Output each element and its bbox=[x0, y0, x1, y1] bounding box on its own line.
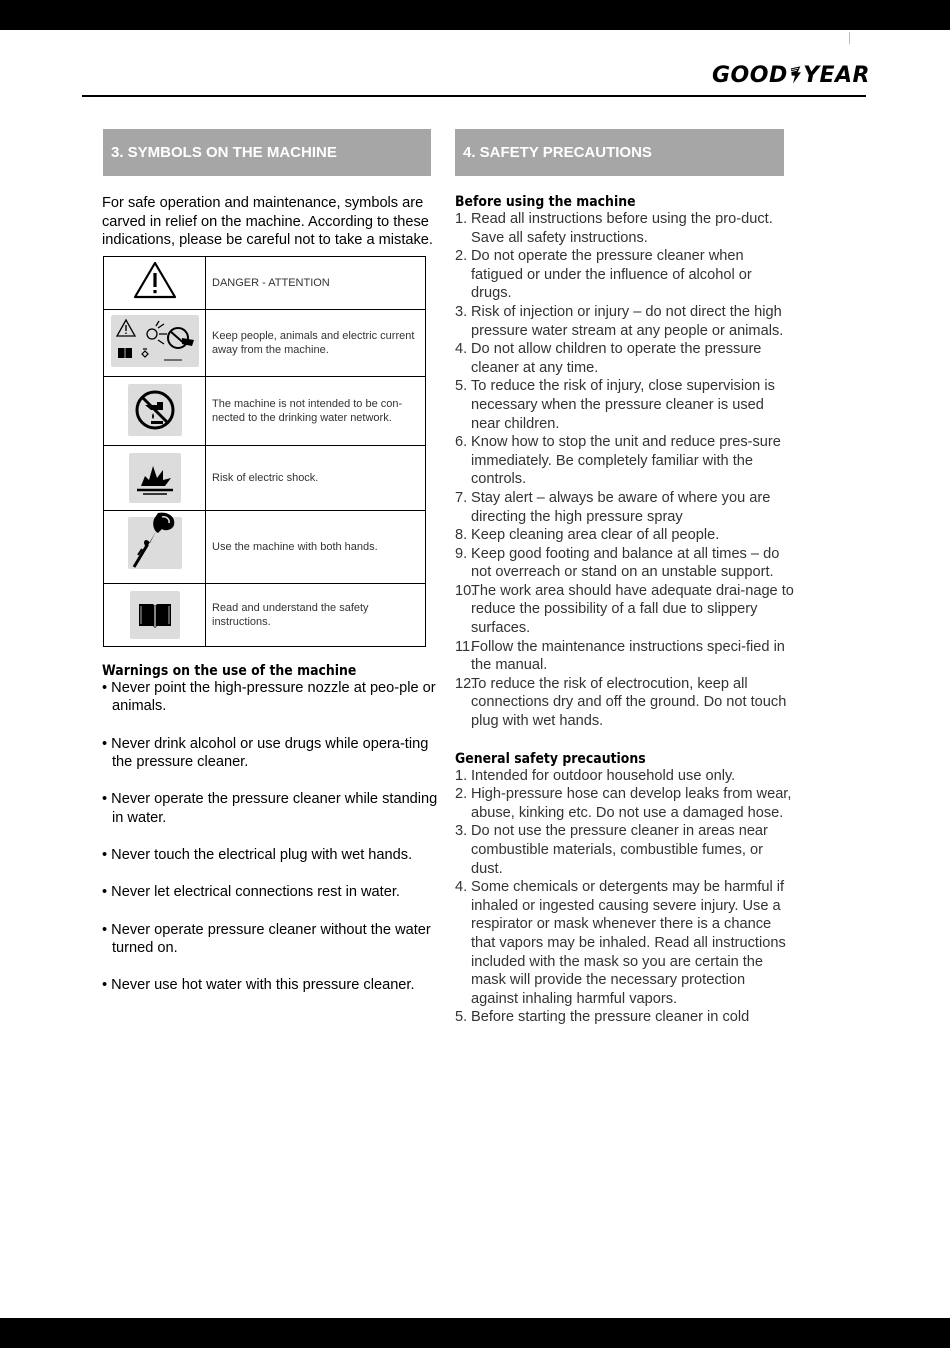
list-item: 7. Stay alert – always be aware of where you are directing the high pressure spray bbox=[455, 489, 771, 525]
list-item: 2. Do not operate the pressure cleaner when fatigued or under the influence of alcohol or drugs. bbox=[455, 248, 752, 302]
list-item: 12. To reduce the risk of electrocution, keep all connections dry and off the ground. Do not touch plug with wet hands. bbox=[455, 675, 787, 730]
list-item: 3. Risk of injection or injury – do not direct the high pressure water stream at any people or animals. bbox=[455, 303, 784, 339]
list-item: 9. Keep good footing and balance at all times – do not overreach or stand on an unstable support. bbox=[455, 545, 780, 581]
top-bar bbox=[0, 0, 950, 30]
symbols-table bbox=[103, 256, 426, 647]
logo-text-right: YEAR bbox=[803, 62, 870, 88]
list-item: 5. Before starting the pressure cleaner in cold bbox=[455, 1009, 750, 1026]
spray-hazard-icon bbox=[112, 316, 198, 366]
left-column bbox=[102, 194, 442, 1013]
symbol-text: DANGER - ATTENTION bbox=[206, 256, 426, 309]
list-item: 8. Keep cleaning area clear of all people. bbox=[455, 527, 720, 544]
both-hands-icon bbox=[128, 509, 182, 571]
general-precautions-list bbox=[455, 767, 795, 1027]
table-row bbox=[104, 510, 426, 583]
before-using-list bbox=[455, 210, 795, 731]
warnings-list bbox=[102, 679, 442, 995]
table-row bbox=[104, 445, 426, 510]
list-item: 3. Do not use the pressure cleaner in areas near combustible materials, combustible fumes, or dust. bbox=[455, 823, 768, 877]
list-item: • Never operate the pressure cleaner while standing in water. bbox=[102, 791, 438, 826]
table-row bbox=[104, 583, 426, 646]
list-item: 1. Read all instructions before using the pro-duct. Save all safety instructions. bbox=[455, 211, 773, 246]
logo-text-left: GOOD bbox=[712, 62, 788, 88]
crop-mark bbox=[849, 32, 850, 44]
warnings-title: Warnings on the use of the machine bbox=[102, 662, 357, 679]
list-item: • Never let electrical connections rest in water. bbox=[102, 884, 400, 901]
general-precautions-title: General safety precautions bbox=[455, 750, 646, 767]
symbols-intro: For safe operation and maintenance, symbols are carved in relief on the machine. According to these indications, please be careful not to take a mistake. bbox=[102, 195, 433, 249]
manual-book-icon bbox=[137, 600, 173, 630]
electric-shock-icon bbox=[133, 458, 177, 498]
symbol-text: Risk of electric shock. bbox=[206, 445, 426, 510]
list-item: • Never use hot water with this pressure cleaner. bbox=[102, 977, 415, 994]
list-item: • Never operate pressure cleaner without the water turned on. bbox=[102, 921, 431, 957]
symbol-text: Read and understand the safety instructions. bbox=[206, 583, 426, 646]
list-item: 2. High-pressure hose can develop leaks from wear, abuse, kinking etc. Do not use a damaged hose. bbox=[455, 786, 792, 821]
symbol-text: The machine is not intended to be con-nected to the drinking water network. bbox=[206, 376, 426, 445]
header-rule bbox=[82, 95, 866, 97]
table-row bbox=[104, 256, 426, 309]
table-row bbox=[104, 309, 426, 376]
list-item: 10. The work area should have adequate drai-nage to reduce the possibility of a fall due to slippery surfaces. bbox=[455, 582, 794, 637]
wingfoot-icon bbox=[789, 61, 802, 89]
section-header-symbols: 3. SYMBOLS ON THE MACHINE bbox=[103, 129, 431, 176]
list-item: 6. Know how to stop the unit and reduce pres-sure immediately. Be completely familiar with the controls. bbox=[455, 434, 781, 488]
bottom-bar bbox=[0, 1318, 950, 1348]
list-item: 11. Follow the maintenance instructions speci-fied in the manual. bbox=[455, 638, 785, 674]
list-item: • Never point the high-pressure nozzle at peo-ple or animals. bbox=[102, 679, 436, 715]
symbol-text: Use the machine with both hands. bbox=[206, 510, 426, 583]
list-item: 1. Intended for outdoor household use only. bbox=[455, 767, 736, 784]
list-item: • Never drink alcohol or use drugs while opera-ting the pressure cleaner. bbox=[102, 735, 429, 771]
section-header-safety: 4. SAFETY PRECAUTIONS bbox=[455, 129, 784, 176]
symbol-text: Keep people, animals and electric current away from the machine. bbox=[206, 309, 426, 376]
list-item: 4. Do not allow children to operate the pressure cleaner at any time. bbox=[455, 341, 762, 376]
right-column bbox=[455, 194, 795, 1027]
before-using-title: Before using the machine bbox=[455, 194, 636, 210]
goodyear-logo bbox=[712, 58, 870, 92]
warning-triangle-icon bbox=[132, 260, 178, 300]
no-drinking-water-icon bbox=[133, 388, 177, 432]
list-item: 4. Some chemicals or detergents may be harmful if inhaled or ingested causing severe injury. Use a respirator or mask whenever there is a chance that vapors may be inhaled. Read all instructions included with the mask so you are certain the mask will provide the necessary protection against inhaling harmful vapors. bbox=[455, 879, 786, 1007]
table-row bbox=[104, 376, 426, 445]
list-item: 5. To reduce the risk of injury, close supervision is necessary when the pressure cleaner is used near children. bbox=[455, 378, 775, 432]
list-item: • Never touch the electrical plug with wet hands. bbox=[102, 847, 413, 864]
